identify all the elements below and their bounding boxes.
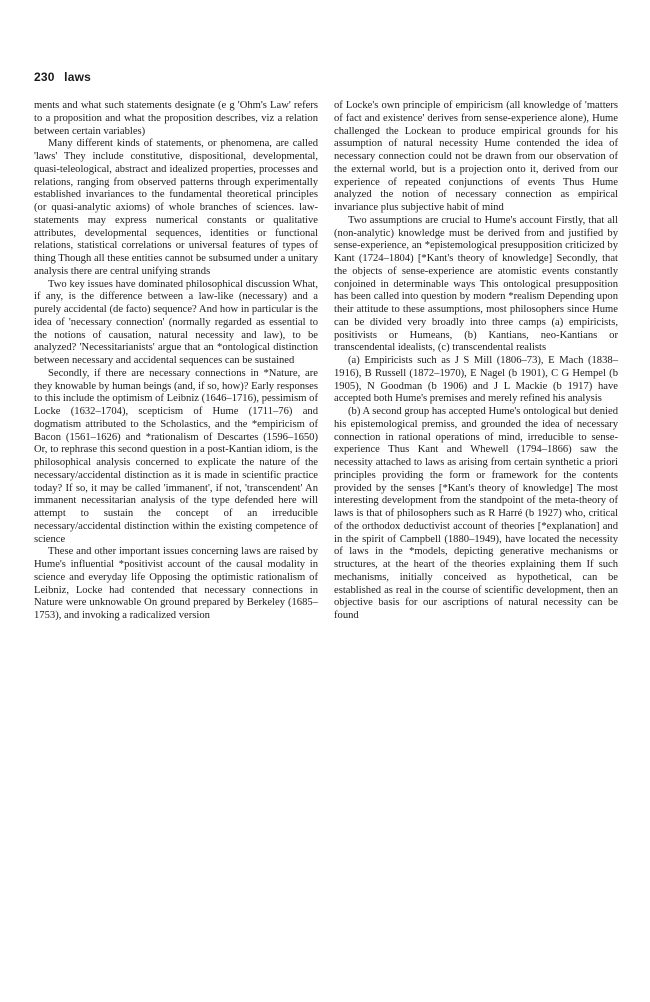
paragraph: of Locke's own principle of empiricism (all knowledge of 'matters of fact and existence' derives from sense-experience alone), Hume challenged the Lockean to produce empirical grounds for his assumption of natural necessity Hume contended the idea of necessary connection could not be drawn from our observation of the external world, but is a projection onto it, derived from our experience of repeated conjunctions of events Thus Hume analyzed the notion of necessary connection as empirical invariance plus subjective habit of mind bbox=[334, 100, 618, 213]
paragraph: Many different kinds of statements, or phenomena, are called 'laws' They include constitutive, dispositional, developmental, quasi-teleological, abstract and idealized properties, processes and relations, ranging from observed patterns through experimentally established invariances to the fundamental theoretical principles (or quasi-analytic axioms) of whole branches of sciences. law-statements may express numerical constants or qualitative attributes, developmental sequences, identities or functional relations, statistical correlations or universal features of types of thing Though all these entities cannot be subsumed under a unitary analysis there are central unifying strands bbox=[34, 138, 318, 277]
page-header bbox=[34, 70, 91, 84]
paragraph: (b) A second group has accepted Hume's ontological but denied his epistemological premiss, and grounded the idea of necessary connection in rational operations of mind, irreducible to sense-experience Thus Kant and Whewell (1794–1866) saw the necessity attached to laws as arising from certain synthetic a priori principles providing the form or framework for the contents provided by the senses [*Kant's theory of knowledge] The most interesting development from the standpoint of the meta-theory of laws is that of philosophers such as R Harré (b 1927) who, critical of the orthodox deductivist account of theories [*explanation] and in the spirit of Campbell (1880–1949), have located the necessity of laws in the *models, depicting generative mechanisms or structures, at the heart of the theories explaining them If such mechanisms, initially conceived as hypothetical, can be established as real in the course of scientific development, then an objective basis for our ascriptions of natural necessity can be found bbox=[334, 406, 618, 621]
paragraph: These and other important issues concerning laws are raised by Hume's influential *positivist account of the causal modality in science and everyday life Opposing the optimistic rationalism of Leibniz, Locke had contended that necessary connections in Nature were unknowable On ground prepared by Berkeley (1685–1753), and invoking a radicalized version bbox=[34, 546, 318, 621]
paragraph: Secondly, if there are necessary connections in *Nature, are they knowable by human beings (and, if so, how)? Early responses to this include the optimism of Leibniz (1646–1716), pessimism of Locke (1632–1704), scepticism of Hume (1711–76) and dogmatism attributed to the Scholastics, and the *empiricism of Bacon (1561–1626) and *rationalism of Descartes (1596–1650) Or, to rephrase this second question in a post-Kantian idiom, is the philosophical analysis concerned to explicate the nature of the necessary/accidental distinction as it is made in scientific practice today? If so, it may be called 'immanent', if not, 'transcendent' An immanent necessitarian analysis of the type defended here will attempt to sustain the concept of an irreducible necessary/accidental distinction within the existing competence of science bbox=[34, 367, 318, 545]
running-title: laws bbox=[64, 70, 91, 84]
paragraph: Two key issues have dominated philosophical discussion What, if any, is the difference between a law-like (necessary) and a purely accidental (de facto) sequence? And how in particular is the idea of 'necessary connection' (normally regarded as essential to the notions of causation, natural necessity and law), to be analyzed? 'Necessitarianists' argue that an *ontological distinction between necessary and accidental sequences can be sustained bbox=[34, 278, 318, 366]
page-number: 230 bbox=[34, 70, 55, 84]
paragraph: (a) Empiricists such as J S Mill (1806–73), E Mach (1838–1916), B Russell (1872–1970), E Nagel (b 1901), C G Hempel (b 1905), N Goodman (b 1906) and J L Mackie (b 1917) have accepted both Hume's premises and merely refined his analysis bbox=[334, 355, 618, 405]
left-column bbox=[34, 100, 318, 623]
right-column bbox=[334, 100, 618, 623]
paragraph: ments and what such statements designate (e g 'Ohm's Law' refers to a proposition and what the proposition describes, viz a relation between certain variables) bbox=[34, 100, 318, 137]
paragraph: Two assumptions are crucial to Hume's account Firstly, that all (non-analytic) knowledge must be derived from and justified by sense-experience, an *epistemological presupposition criticized by Kant (1724–1804) [*Kant's theory of knowledge] Secondly, that the objects of sense-experience are atomistic events constantly conjoined in determinable ways This ontological presupposition has been called into question by modern *realism Depending upon their attitude to these assumptions, most philosophers since Hume can be divided very broadly into three camps (a) empiricists, positivists or Humeans, (b) Kantians, neo-Kantians or transcendental idealists, (c) transcendental realists bbox=[334, 214, 618, 354]
